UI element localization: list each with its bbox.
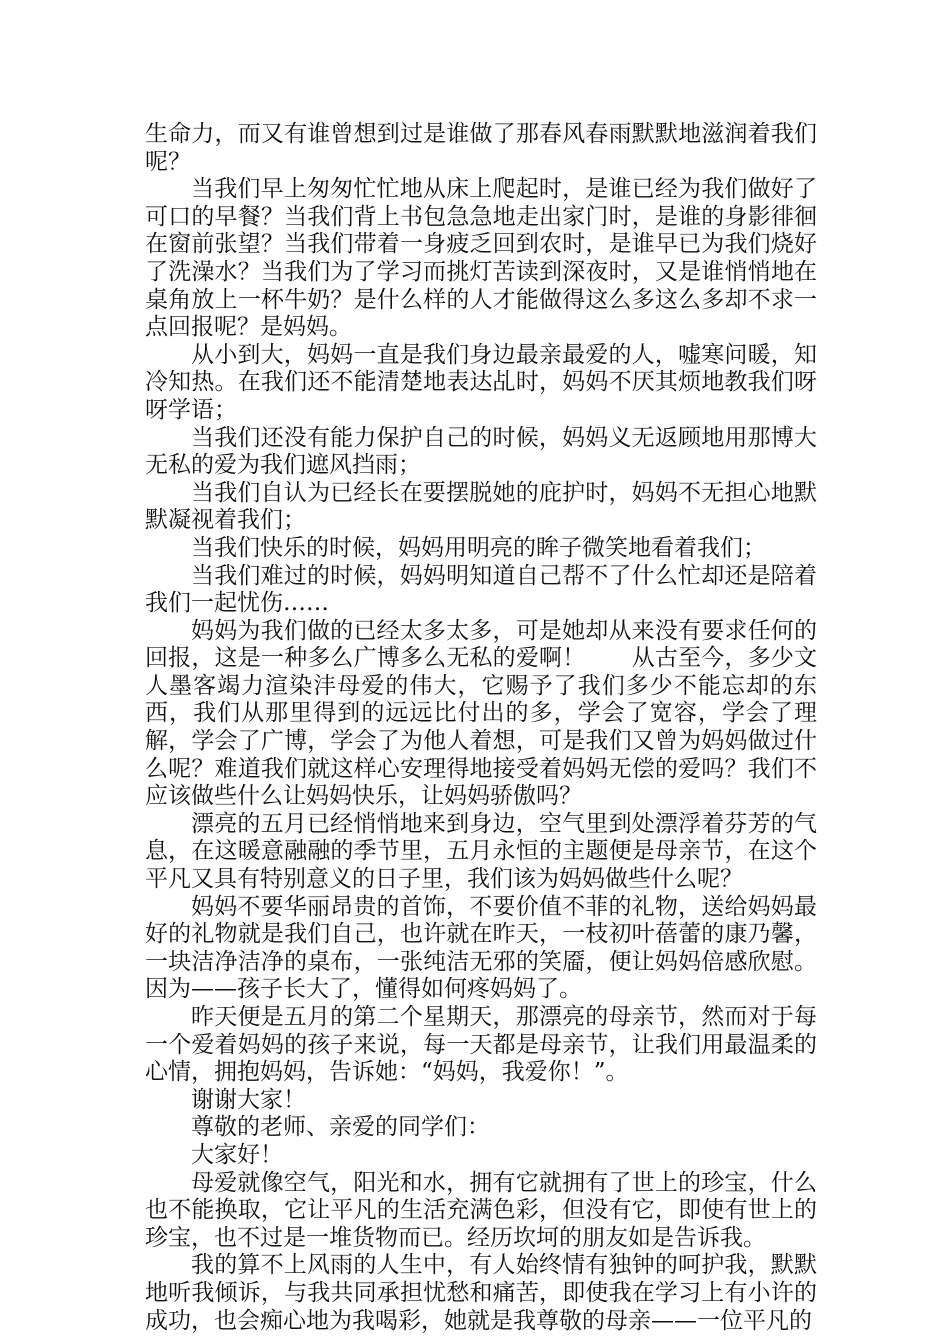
paragraph: 母爱就像空气，阳光和水，拥有它就拥有了世上的珍宝，什么也不能换取，它让平凡的生活充满色彩，但没有它，即使有世上的珍宝，也不过是一堆货物而已。经历坎坷的朋友如是告诉我。	[145, 1169, 817, 1251]
paragraph: 生命力，而又有谁曾想到过是谁做了那春风春雨默默地滋润着我们呢？	[145, 121, 817, 175]
paragraph: 妈妈不要华丽昂贵的首饰，不要价值不菲的礼物，送给妈妈最好的礼物就是我们自己，也许就在昨天，一枝初叶蓓蕾的康乃馨，一块洁净洁净的桌布，一张纯洁无邪的笑靥，便让妈妈倍感欣慰。因为——孩子长大了，懂得如何疼妈妈了。	[145, 893, 817, 1003]
greeting: 大家好！	[191, 1141, 283, 1168]
closing-line: 谢谢大家！	[191, 1086, 306, 1113]
paragraph: 漂亮的五月已经悄悄地来到身边，空气里到处漂浮着芬芳的气息，在这暖意融融的季节里，五月永恒的主题便是母亲节，在这个平凡又具有特别意义的日子里，我们该为妈妈做些什么呢？	[145, 810, 817, 893]
paragraph: 当我们早上匆匆忙忙地从床上爬起时，是谁已经为我们做好了可口的早餐？当我们背上书包急急地走出家门时，是谁的身影徘徊在窗前张望？当我们带着一身疲乏回到农时，是谁早已为我们烧好了洗澡水？当我们为了学习而挑灯苦读到深夜时，又是谁悄悄地在桌角放上一杯牛奶？是什么样的人才能做得这么多这么多却不求一点回报呢？是妈妈。	[145, 176, 817, 341]
paragraph: 我的算不上风雨的人生中，有人始终情有独钟的呵护我，默默地听我倾诉，与我共同承担忧愁和痛苦，即使我在学习上有小许的成功，也会痴心地为我喝彩，她就是我尊敬的母亲——一位平凡的	[145, 1252, 817, 1334]
document-page	[145, 121, 817, 1335]
salutation: 尊敬的老师、亲爱的同学们：	[191, 1114, 490, 1141]
paragraph: 当我们还没有能力保护自己的时候，妈妈义无返顾地用那博大无私的爱为我们遮风挡雨；	[145, 424, 817, 479]
paragraph: 从小到大，妈妈一直是我们身边最亲最爱的人，嘘寒问暖，知冷知热。在我们还不能清楚地表达乩时，妈妈不厌其烦地教我们呀呀学语；	[145, 341, 817, 423]
paragraph: 当我们快乐的时候，妈妈用明亮的眸子微笑地看着我们；	[191, 534, 766, 561]
paragraph: 当我们难过的时候，妈妈明知道自己帮不了什么忙却还是陪着我们一起忧伤……	[145, 562, 817, 617]
paragraph: 妈妈为我们做的已经太多太多，可是她却从来没有要求任何的回报，这是一种多么广博多么无私的爱啊！ 从古至今，多少文人墨客竭力渲染沣母爱的伟大，它赐予了我们多少不能忘却的东西，我们从那里得到的远远比付出的多，学会了宽容，学会了理解，学会了广博，学会了为他人着想，可是我们又曾为妈妈做过什么呢？难道我们就这样心安理得地接受着妈妈无偿的爱吗？我们不应该做些什么让妈妈快乐，让妈妈骄傲吗？	[145, 617, 817, 810]
paragraph: 当我们自认为已经长在要摆脱她的庇护时，妈妈不无担心地默默凝视着我们；	[145, 479, 817, 534]
paragraph: 昨天便是五月的第二个星期天，那漂亮的母亲节，然而对于每一个爱着妈妈的孩子来说，每一天都是母亲节，让我们用最温柔的心情，拥抱妈妈，告诉她：“妈妈，我爱你！”。	[145, 1004, 817, 1086]
